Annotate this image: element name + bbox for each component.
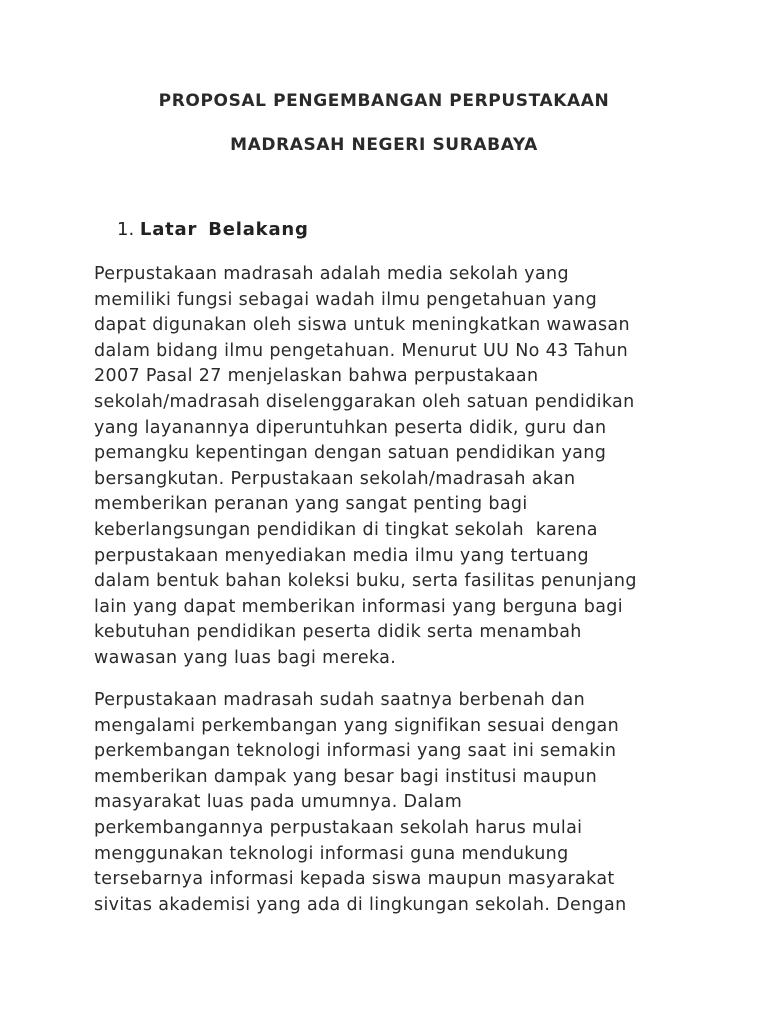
paragraph-line: kebutuhan pendidikan peserta didik serta menambah — [94, 622, 582, 643]
paragraph-line: wawasan yang luas bagi mereka. — [94, 647, 397, 668]
section-number: 1. — [117, 219, 135, 240]
paragraph-line: perkembangan teknologi informasi yang saat ini semakin — [94, 741, 617, 762]
paragraph-line: keberlangsungan pendidikan di tingkat sekolah karena — [94, 519, 598, 540]
paragraph-line: Perpustakaan madrasah adalah media sekolah yang — [94, 264, 569, 284]
paragraph-line: bersangkutan. Perpustakaan sekolah/madrasah akan — [94, 468, 576, 489]
paragraph-line: dapat digunakan oleh siswa untuk meningkatkan wawasan — [94, 315, 630, 336]
paragraph-line: sivitas akademisi yang ada di lingkungan sekolah. Dengan — [94, 894, 627, 915]
paragraph-line: 2007 Pasal 27 menjelaskan bahwa perpustakaan — [94, 366, 539, 387]
document-title-line-1: PROPOSAL PENGEMBANGAN PERPUSTAKAAN — [158, 91, 610, 111]
paragraph-line: perkembangannya perpustakaan sekolah harus mulai — [94, 817, 583, 838]
paragraph-line: memiliki fungsi sebagai wadah ilmu pengetahuan yang — [94, 289, 598, 310]
paragraph-line: yang layanannya diperuntuhkan peserta didik, guru dan — [94, 417, 607, 438]
paragraph-2 — [94, 688, 694, 918]
paragraph-line: memberikan dampak yang besar bagi institusi maupun — [94, 766, 598, 787]
paragraph-line: tersebarnya informasi kepada siswa maupun masyarakat — [94, 869, 615, 890]
document-title-line-2: MADRASAH NEGERI SURABAYA — [230, 135, 538, 155]
paragraph-line: sekolah/madrasah diselenggarakan oleh satuan pendidikan — [94, 391, 635, 412]
paragraph-line: Perpustakaan madrasah sudah saatnya berbenah dan — [94, 690, 586, 710]
paragraph-line: dalam bidang ilmu pengetahuan. Menurut UU No 43 Tahun — [94, 340, 629, 361]
paragraph-line: menggunakan teknologi informasi guna mendukung — [94, 843, 569, 864]
paragraph-line: pemangku kepentingan dengan satuan pendidikan yang — [94, 443, 607, 464]
paragraph-line: dalam bentuk bahan koleksi buku, serta fasilitas penunjang — [94, 571, 637, 592]
paragraph-line: masyarakat luas pada umumnya. Dalam — [94, 792, 463, 813]
paragraph-line: mengalami perkembangan yang signifikan sesuai dengan — [94, 715, 620, 736]
paragraph-1 — [94, 262, 694, 672]
paragraph-line: lain yang dapat memberikan informasi yang berguna bagi — [94, 596, 623, 617]
section-title: Latar Belakang — [139, 219, 309, 240]
paragraph-line: perpustakaan menyediakan media ilmu yang tertuang — [94, 545, 590, 566]
section-heading-latar-belakang — [117, 219, 309, 240]
paragraph-line: memberikan peranan yang sangat penting bagi — [94, 494, 528, 515]
